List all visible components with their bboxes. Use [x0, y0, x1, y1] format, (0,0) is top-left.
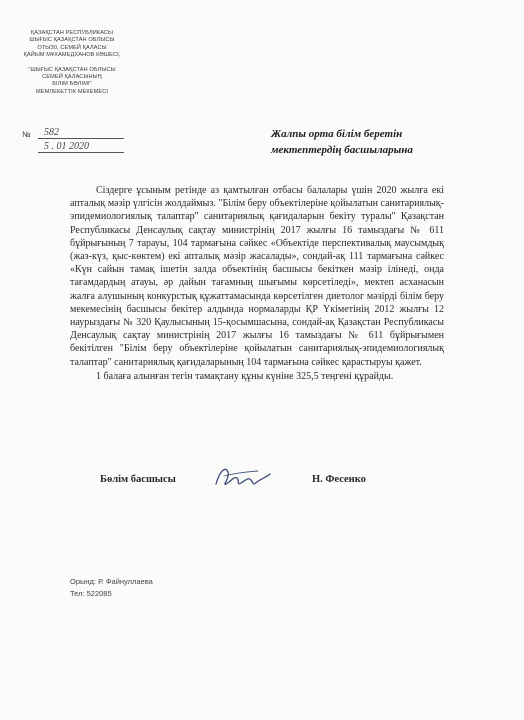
letterhead-line: ҚАЗАҚСТАН РЕСПУБЛИКАСЫ — [30, 30, 114, 36]
addressee-line: мектептердің басшыларына — [271, 144, 413, 156]
addressee-line: Жалпы орта білім беретін — [271, 128, 403, 140]
registration-date-value: 5 . 01 2020 — [38, 142, 124, 153]
signatory-title: Бөлім басшысы — [100, 474, 176, 485]
letterhead-line: СЕМЕЙ ҚАЛАСЫНЫҢ — [42, 74, 102, 81]
body-paragraph: 1 балаға алынған тегін тамақтану құны күніне 325,5 теңгені құрайды. — [96, 370, 394, 382]
letterhead-line: МЕМЛЕКЕТТІК МЕКЕМЕСІ — [35, 88, 108, 95]
executor-info — [70, 576, 153, 600]
handwritten-signature — [210, 462, 274, 492]
letterhead-line: БІЛІМ БӨЛІМІ" — [52, 81, 92, 88]
letter-body — [70, 184, 444, 383]
registration-number — [22, 128, 124, 139]
letterhead-line: "ШЫҒЫС ҚАЗАҚСТАН ОБЛЫСЫ — [28, 66, 116, 73]
signature-block — [100, 470, 440, 500]
registration-date — [22, 142, 124, 153]
executor-phone: Тел: 522085 — [70, 589, 112, 598]
body-paragraph: Сіздерге ұсыным ретінде аз қамтылған отбасы балалары үшін 2020 жылға екі апталық мәзір үлгісін жолдаймыз. "Білім беру объектілеріне қойылатын санитариялық-эпидемиологиялық талаптар" санитариялық қағидаларын бекіту туралы" Қазақстан Республикасы Денсаулық сақтау министрінің 2017 жылғы 16 тамыздағы № 611 бұйрығының 7 тарауы, 104 тармағына сәйкес «Объектіде перспективалық маусымдық (жаз-күз, қыс-көктем) екі апталық мәзір жасалады», сондай-ақ 111 тармағына сәйкес «Күн сайын тамақ ішетін залда объектінің басшысы бекіткен мәзір ілінеді, онда тағамдардың атауы, әр дайын тағамның шығымы көрсетіледі», мектеп асханасын жалға алушының конкурстық құжаттамасында көрсетілген диетолог мәзірді білім беру мекемесінің басшысы бекітер алдында нормаларды ҚР Үкіметінің 2012 жылғы 12 наурыздағы № 320 Қаулысының 15-қосымшасына, сондай-ақ Қазақстан Республикасы Денсаулық сақтау министрінің 2017 жылғы 16 тамыздағы № 611 бұйрығымен бекітілген "Білім беру объектілеріне қойылатын санитариялық-эпидемиологиялық талаптар" санитариялық қағидаларының 104 тармағына сәйкес қарастыруы қажет. — [70, 185, 444, 368]
registration-number-value: 582 — [38, 128, 124, 139]
letterhead-line: ОТЫЗ0, СЕМЕЙ ҚАЛАСЫ — [37, 44, 107, 51]
addressee — [271, 126, 413, 158]
letterhead — [20, 30, 124, 96]
letterhead-line: ШЫҒЫС ҚАЗАҚСТАН ОБЛЫСЫ — [29, 37, 115, 44]
letterhead-line: ҚАЙЫМ МҰХАМЕДХАНОВ КӨШЕСІ, — [23, 52, 121, 59]
registration-number-label: № — [22, 130, 31, 139]
signatory-name: Н. Фесенко — [312, 474, 366, 485]
executor-name: Орынд: Р. Файнуллаева — [70, 577, 153, 586]
